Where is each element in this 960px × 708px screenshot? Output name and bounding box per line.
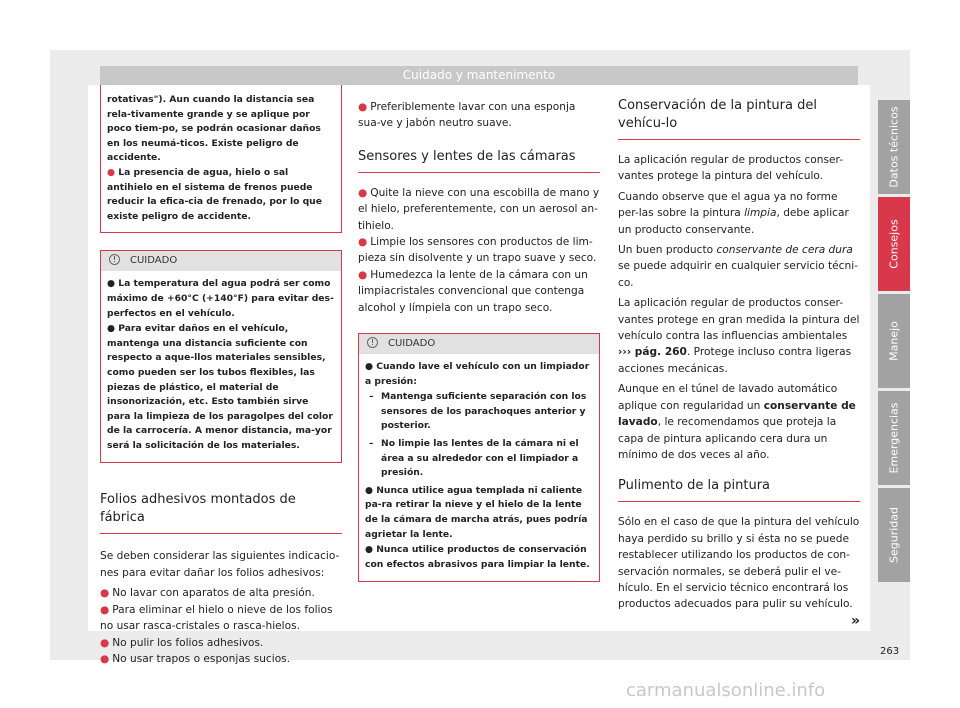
paragraph: Cuando observe que el agua ya no forme per-las sobre la pintura limpia, debe aplicar un producto conservante. [618, 190, 849, 236]
list-item: ● Limpie los sensores con productos de lim-pieza sin disolvente y un trapo suave y seco. [358, 236, 597, 265]
tab-consejos[interactable]: Consejos [878, 197, 910, 291]
list-item: ● No usar trapos o esponjas sucios. [100, 652, 291, 665]
page-header: Cuidado y mantenimento [100, 66, 858, 85]
paragraph: La aplicación regular de productos conser-vantes protege la pintura del vehículo. [618, 154, 844, 183]
paragraph: Sólo en el caso de que la pintura del vehículo haya perdido su brillo y si ésta no se puede restablecer utilizando los productos de con-servación normales, se deberá pulir el ve-hículo. En el servicio técnico encontrará los productos adecuados para pulir su vehículo. » [618, 516, 860, 629]
tab-emergencias[interactable]: Emergencias [878, 391, 910, 485]
bullet-icon: ● [100, 603, 110, 616]
bullet-icon: ● [358, 186, 368, 199]
section-title-conservacion: Conservación de la pintura del vehícu-lo [618, 97, 860, 140]
bullet-icon: ● [100, 587, 110, 600]
caution-item: ● Para evitar daños en el vehículo, mantenga una distancia suficiente con respecto a aque-llos materiales sensibles, como pueden ser los tubos flexibles, las piezas de plástico, el material de insonorización, etc. Esto también sirve para la limpieza de los paragolpes del color de la carrocería. A menor distancia, ma-yor será la solicitación de los materiales. [107, 323, 333, 451]
warning-text: rotativas"). Aun cuando la distancia sea rela-tivamente grande y se aplique por poco tiem-po, se podrán ocasionar daños en los neumá-ticos. Existe peligro de accidente. [107, 94, 321, 164]
paragraph: Aunque en el túnel de lavado automático aplique con regularidad un conservante de lavado, le recomendamos que proteja la capa de pintura aplicando cera dura un mínimo de dos veces al año. [618, 383, 856, 461]
section-title-folios: Folios adhesivos montados de fábrica [100, 491, 342, 534]
bullet-icon: ● [100, 636, 110, 649]
list-item: ● Para eliminar el hielo o nieve de los folios no usar rasca-cristales o rasca-hielos. [100, 603, 333, 633]
continue-icon: » [850, 612, 860, 629]
section-title-sensores: Sensores y lentes de las cámaras [358, 148, 600, 173]
caution-subitem: – Mantenga suficiente separación con los sensores de los parachoques anterior y posterior. [369, 391, 587, 432]
list-item: ● No pulir los folios adhesivos. [100, 636, 264, 649]
caution-body [101, 271, 341, 462]
caution-item: ● Cuando lave el vehículo con un limpiador a presión: [365, 361, 590, 387]
caution-item: ● La temperatura del agua podrá ser como máximo de +60°C (+140°F) para evitar des-perfectos en el vehículo. [107, 278, 334, 319]
caution-header: ! CUIDADO [359, 334, 599, 354]
tab-manejo[interactable]: Manejo [878, 294, 910, 388]
bullet-icon: ● [100, 652, 110, 665]
tab-datos-tecnicos[interactable]: Datos técnicos [878, 100, 910, 194]
column-2 [358, 85, 600, 582]
side-tabs [878, 100, 910, 585]
page-reference-link[interactable]: ››› pág. 260 [618, 346, 687, 359]
bullet-icon: ● [358, 268, 368, 281]
page-content [88, 85, 870, 665]
list-item: ● Preferiblemente lavar con una esponja sua-ve y jabón neutro suave. [358, 101, 576, 130]
list-item: ● Quite la nieve con una escobilla de mano y el hielo, preferentemente, con un aerosol an-tihielo. [358, 186, 600, 232]
caution-box [100, 250, 342, 463]
caution-item: ● Nunca utilice productos de conservación con efectos abrasivos para limpiar la lente. [365, 544, 590, 570]
caution-icon: ! [109, 254, 120, 265]
bullet-icon: ● [358, 236, 368, 249]
caution-item: ● Nunca utilice agua templada ni caliente pa-ra retirar la nieve y el hielo de la lente de la cámara de marcha atrás, pues podría agrietar la lente. [365, 484, 588, 540]
paragraph: La aplicación regular de productos conser-vantes protege en gran medida la pintura del vehículo contra las influencias ambientales ››› pág. 260. Protege incluso contra ligeras acciones mecánicas. [618, 297, 860, 375]
warning-item: ● La presencia de agua, hielo o sal antihielo en el sistema de frenos puede reducir la efica-cia de frenado, por lo que existe peligro de accidente. [107, 166, 322, 222]
list-item: ● Humedezca la lente de la cámara con un limpiacristales convencional que contenga alcohol y límpiela con un trapo seco. [358, 268, 588, 314]
bullet-icon: ● [107, 166, 119, 178]
column-3 [618, 85, 860, 629]
tab-seguridad[interactable]: Seguridad [878, 488, 910, 582]
caution-body [359, 354, 599, 581]
intro-text: Se deben considerar las siguientes indicacio-nes para evitar dañar los folios adhesivos: [100, 550, 340, 579]
paragraph: Un buen producto conservante de cera dura se puede adquirir en cualquier servicio técni-co. [618, 244, 858, 289]
caution-icon: ! [367, 337, 378, 348]
watermark: carmanualsonline.info [626, 680, 826, 701]
column-1 [100, 85, 342, 667]
list-item: ● No lavar con aparatos de alta presión. [100, 587, 315, 600]
caution-header: ! CUIDADO [101, 251, 341, 271]
bullet-icon: ● [358, 101, 368, 113]
warning-continuation [100, 85, 342, 233]
caution-subitem: – No limpie las lentes de la cámara ni el área a su alrededor con el limpiador a presión. [369, 438, 579, 479]
section-title-pulimento: Pulimento de la pintura [618, 477, 860, 502]
page-number: 263 [880, 646, 900, 657]
caution-box [358, 333, 600, 582]
